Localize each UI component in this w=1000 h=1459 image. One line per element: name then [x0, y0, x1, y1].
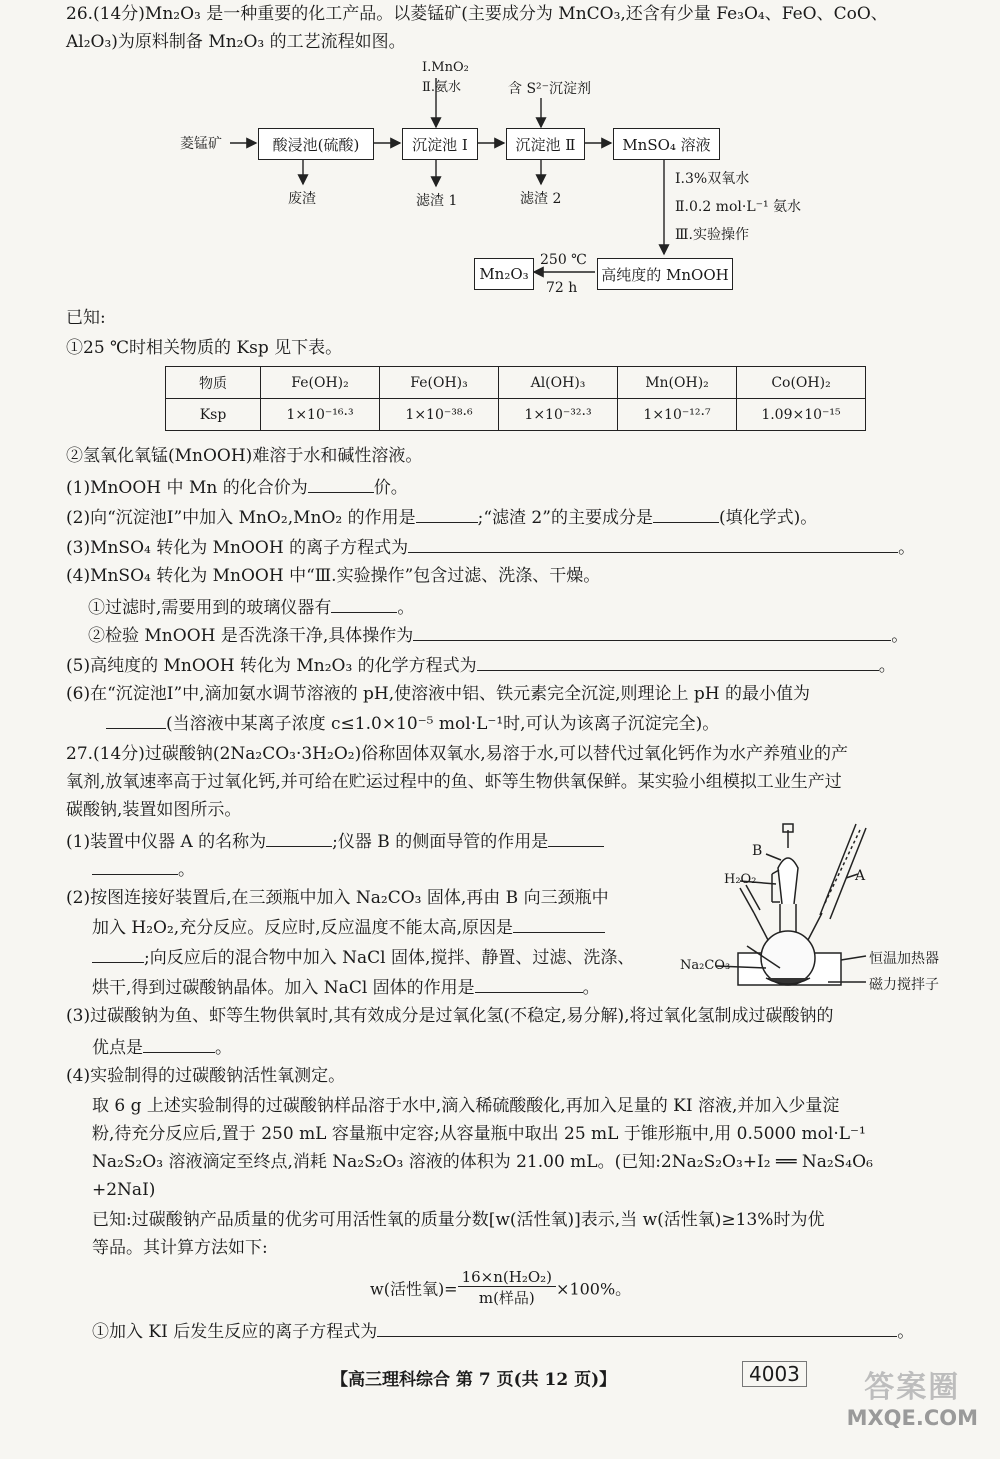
q27-part2-line2-text: 加入 H₂O₂,充分反应。反应时,反应温度不能太高,原因是: [92, 918, 514, 938]
formula-fraction: [458, 1268, 556, 1308]
q26-part4-sub2-text: ②检验 MnOOH 是否洗涤干净,具体操作为: [88, 626, 414, 646]
q26-part4-sub2: [88, 622, 908, 648]
q26-part1-suffix: 价。: [373, 478, 408, 498]
answer-blank[interactable]: [477, 652, 879, 671]
formula-left: w(活性氧)=: [370, 1279, 458, 1299]
q27-part4-line-b: 粉,待充分反应后,置于 250 mL 容量瓶中定容;从容量瓶中取出 25 mL 于锥形瓶中,用 0.5000 mol·L⁻¹: [92, 1124, 866, 1144]
label-heater: 恒温加热器: [869, 951, 939, 967]
q26-part6-cont: [106, 710, 719, 736]
period: 。: [898, 538, 916, 558]
ksp-header-cell: Mn(OH)₂: [618, 367, 737, 399]
q27-part4-line-f: 等品。其计算方法如下:: [92, 1238, 268, 1258]
formula-denominator: m(样品): [478, 1289, 535, 1307]
precipitation-tank-2: 沉淀池 Ⅱ: [506, 128, 585, 160]
ksp-table-header-row: [166, 367, 866, 399]
ksp-header-cell: 物质: [166, 367, 261, 399]
q27-intro-line2: 氧剂,放氧速率高于过氧化钙,并可给在贮运过程中的鱼、虾等生物供氧保鲜。某实验小组模拟工业生产过: [66, 772, 842, 792]
ksp-value-cell: 1×10⁻¹²·⁷: [618, 399, 737, 431]
period: 。: [891, 626, 909, 646]
ksp-table: [165, 366, 866, 431]
filter-residue-2-label: 滤渣 2: [520, 191, 562, 207]
ksp-value-cell: 1×10⁻³²·³: [499, 399, 618, 431]
answer-blank[interactable]: [308, 474, 374, 493]
q27-part2-line3: [92, 944, 634, 970]
mnooh-box: 高纯度的 MnOOH: [597, 258, 733, 290]
q26-part4-sub1-text: ①过滤时,需要用到的玻璃仪器有: [88, 598, 332, 618]
q27-part4-sub1: [92, 1318, 914, 1344]
period: 。: [215, 1038, 232, 1058]
q27-part1: [66, 828, 604, 854]
q26-part2-suffix: (填化学式)。: [718, 508, 818, 528]
ksp-header-cell: Co(OH)₂: [737, 367, 866, 399]
q26-part5-text: (5)高纯度的 MnOOH 转化为 Mn₂O₃ 的化学方程式为: [66, 656, 477, 676]
q27-intro-line1: 27.(14分)过碳酸钠(2Na₂CO₃·3H₂O₂)俗称固体双氧水,易溶于水,可以替代过氧化钙作为水产养殖业的产: [66, 744, 849, 764]
ksp-value-cell: 1.09×10⁻¹⁵: [737, 399, 866, 431]
reagent-mno2-label: Ⅰ.MnO₂: [422, 60, 469, 75]
page-footer: 【高三理科综合 第 7 页(共 12 页)】: [331, 1370, 617, 1390]
q26-part3: [66, 534, 915, 560]
answer-blank[interactable]: [475, 974, 583, 993]
label-stirrer: 磁力搅拌子: [869, 977, 939, 993]
answer-blank[interactable]: [377, 1318, 897, 1337]
formula-numerator: 16×n(H₂O₂): [458, 1268, 556, 1287]
precipitation-tank-1: 沉淀池 Ⅰ: [402, 128, 478, 160]
exam-code: 4003: [742, 1361, 807, 1387]
q27-part4-line-d: +2NaI): [92, 1180, 156, 1200]
answer-blank[interactable]: [331, 594, 397, 613]
answer-blank[interactable]: [548, 828, 604, 847]
ksp-value-cell: 1×10⁻¹⁶·³: [261, 399, 380, 431]
answer-blank[interactable]: [106, 710, 166, 729]
q27-part3-line2-text: 优点是: [92, 1038, 143, 1058]
q27-part2-line4: [92, 974, 600, 1000]
q27-part4-line-a: 取 6 g 上述实验制得的过碳酸钠样品溶于水中,滴入稀硫酸酸化,再加入足量的 KI 溶液,并加入少量淀: [92, 1096, 840, 1116]
filter-residue-1-label: 滤渣 1: [416, 193, 458, 209]
period: 。: [878, 656, 896, 676]
formula-right: ×100%。: [556, 1279, 632, 1299]
period: 。: [897, 1322, 915, 1342]
mn2o3-box: Mn₂O₃: [474, 258, 534, 290]
period: 。: [582, 978, 600, 998]
answer-blank[interactable]: [92, 856, 178, 875]
ksp-header-cell: Fe(OH)₃: [380, 367, 499, 399]
answer-blank[interactable]: [143, 1034, 215, 1053]
q27-intro-line3: 碳酸钠,装置如图所示。: [66, 800, 242, 820]
answer-blank[interactable]: [408, 534, 898, 553]
q26-part6-cont-text: (当溶液中某离子浓度 c≤1.0×10⁻⁵ mol·L⁻¹时,可认为该离子沉淀完全)。: [166, 714, 720, 734]
step-peroxide-label: Ⅰ.3%双氧水: [675, 171, 750, 187]
period: 。: [397, 598, 415, 618]
answer-blank[interactable]: [653, 504, 719, 523]
answer-blank[interactable]: [92, 944, 144, 963]
q26-part6: (6)在“沉淀池Ⅰ”中,滴加氨水调节溶液的 pH,使溶液中铝、铁元素完全沉淀,则理论上 pH 的最小值为: [66, 684, 811, 704]
step-ammonia-label: Ⅱ.0.2 mol·L⁻¹ 氨水: [675, 199, 802, 215]
known-item-1: ①25 ℃时相关物质的 Ksp 见下表。: [66, 338, 343, 358]
watermark-text: 答案圈: [864, 1370, 961, 1405]
answer-blank[interactable]: [416, 504, 478, 523]
q27-part2-line2: [92, 914, 605, 940]
acid-leach-tank: 酸浸池(硫酸): [258, 128, 374, 160]
watermark-logo: [847, 1362, 978, 1430]
duration-label: 72 h: [546, 280, 578, 296]
q27-part2-line3-text: ;向反应后的混合物中加入 NaCl 固体,搅拌、静置、过滤、洗涤、: [144, 948, 635, 968]
q26-part2-mid: ;“滤渣 2”的主要成分是: [477, 508, 653, 528]
ksp-value-cell: 1×10⁻³⁸·⁶: [380, 399, 499, 431]
step-operation-label: Ⅲ.实验操作: [675, 227, 749, 243]
watermark-url: MXQE.COM: [846, 1406, 978, 1430]
ksp-table-value-row: [166, 399, 866, 431]
waste-residue-label: 废渣: [288, 191, 316, 207]
three-neck-flask: [761, 931, 815, 985]
label-na2co3: Na₂CO₃: [680, 958, 731, 973]
sulfide-precipitant-label: 含 S²⁻沉淀剂: [508, 81, 592, 97]
mnso4-solution-box: MnSO₄ 溶液: [613, 128, 720, 160]
q27-part4-sub1-text: ①加入 KI 后发生反应的离子方程式为: [92, 1322, 378, 1342]
q27-part3-line2: [92, 1034, 232, 1060]
q26-part5: [66, 652, 896, 678]
active-oxygen-formula: [370, 1268, 631, 1308]
q26-part2-text: (2)向“沉淀池Ⅰ”中加入 MnO₂,MnO₂ 的作用是: [66, 508, 416, 528]
ksp-value-cell: Ksp: [166, 399, 261, 431]
ksp-header-cell: Al(OH)₃: [499, 367, 618, 399]
q26-part1-text: (1)MnOOH 中 Mn 的化合价为: [66, 478, 308, 498]
q27-part1-mid: ;仪器 B 的侧面导管的作用是: [332, 832, 549, 852]
answer-blank[interactable]: [413, 622, 891, 641]
q26-intro-line1: 26.(14分)Mn₂O₃ 是一种重要的化工产品。以菱锰矿(主要成分为 MnCO₃,还含有少量 Fe₃O₄、FeO、CoO、: [66, 4, 888, 24]
raw-material-label: 菱锰矿: [180, 136, 222, 152]
q26-part1: [66, 474, 408, 500]
q26-part4: (4)MnSO₄ 转化为 MnOOH 中“Ⅲ.实验操作”包含过滤、洗涤、干燥。: [66, 566, 601, 586]
temperature-label: 250 ℃: [540, 252, 587, 268]
label-h2o2: H₂O₂: [724, 872, 757, 887]
q27-part2-line1: (2)按图连接好装置后,在三颈瓶中加入 Na₂CO₃ 固体,再由 B 向三颈瓶中: [66, 888, 609, 908]
q27-part4-line-c: Na₂S₂O₃ 溶液滴定至终点,消耗 Na₂S₂O₃ 溶液的体积为 21.00 mL。(已知:2Na₂S₂O₃+I₂ ══ Na₂S₄O₆: [92, 1152, 873, 1172]
q26-part4-sub1: [88, 594, 414, 620]
reagent-ammonia-label: Ⅱ.氨水: [422, 80, 461, 95]
ksp-header-cell: Fe(OH)₂: [261, 367, 380, 399]
q27-part2-line4-text: 烘干,得到过碳酸钠晶体。加入 NaCl 固体的作用是: [92, 978, 475, 998]
known-item-2: ②氢氧化氧锰(MnOOH)难溶于水和碱性溶液。: [66, 446, 423, 466]
q26-intro-line2: Al₂O₃)为原料制备 Mn₂O₃ 的工艺流程如图。: [66, 32, 406, 52]
label-b: B: [752, 843, 763, 859]
q27-part4: (4)实验制得的过碳酸钠活性氧测定。: [66, 1066, 346, 1086]
answer-blank[interactable]: [513, 914, 605, 933]
label-a: A: [855, 868, 866, 884]
q27-part1-cont: [92, 856, 195, 882]
q27-part4-line-e: 已知:过碳酸钠产品质量的优劣可用活性氧的质量分数[w(活性氧)]表示,当 w(活性氧)≥13%时为优: [92, 1210, 825, 1230]
dropping-funnel-b: [778, 858, 798, 904]
period: 。: [178, 860, 195, 880]
q26-part3-text: (3)MnSO₄ 转化为 MnOOH 的离子方程式为: [66, 538, 409, 558]
known-heading: 已知:: [66, 308, 106, 328]
q27-part3-line1: (3)过碳酸钠为鱼、虾等生物供氧时,其有效成分是过氧化氢(不稳定,易分解),将过氧化氢制成过碳酸钠的: [66, 1006, 834, 1026]
answer-blank[interactable]: [266, 828, 332, 847]
q26-part2: [66, 504, 817, 530]
q27-part1-text: (1)装置中仪器 A 的名称为: [66, 832, 267, 852]
